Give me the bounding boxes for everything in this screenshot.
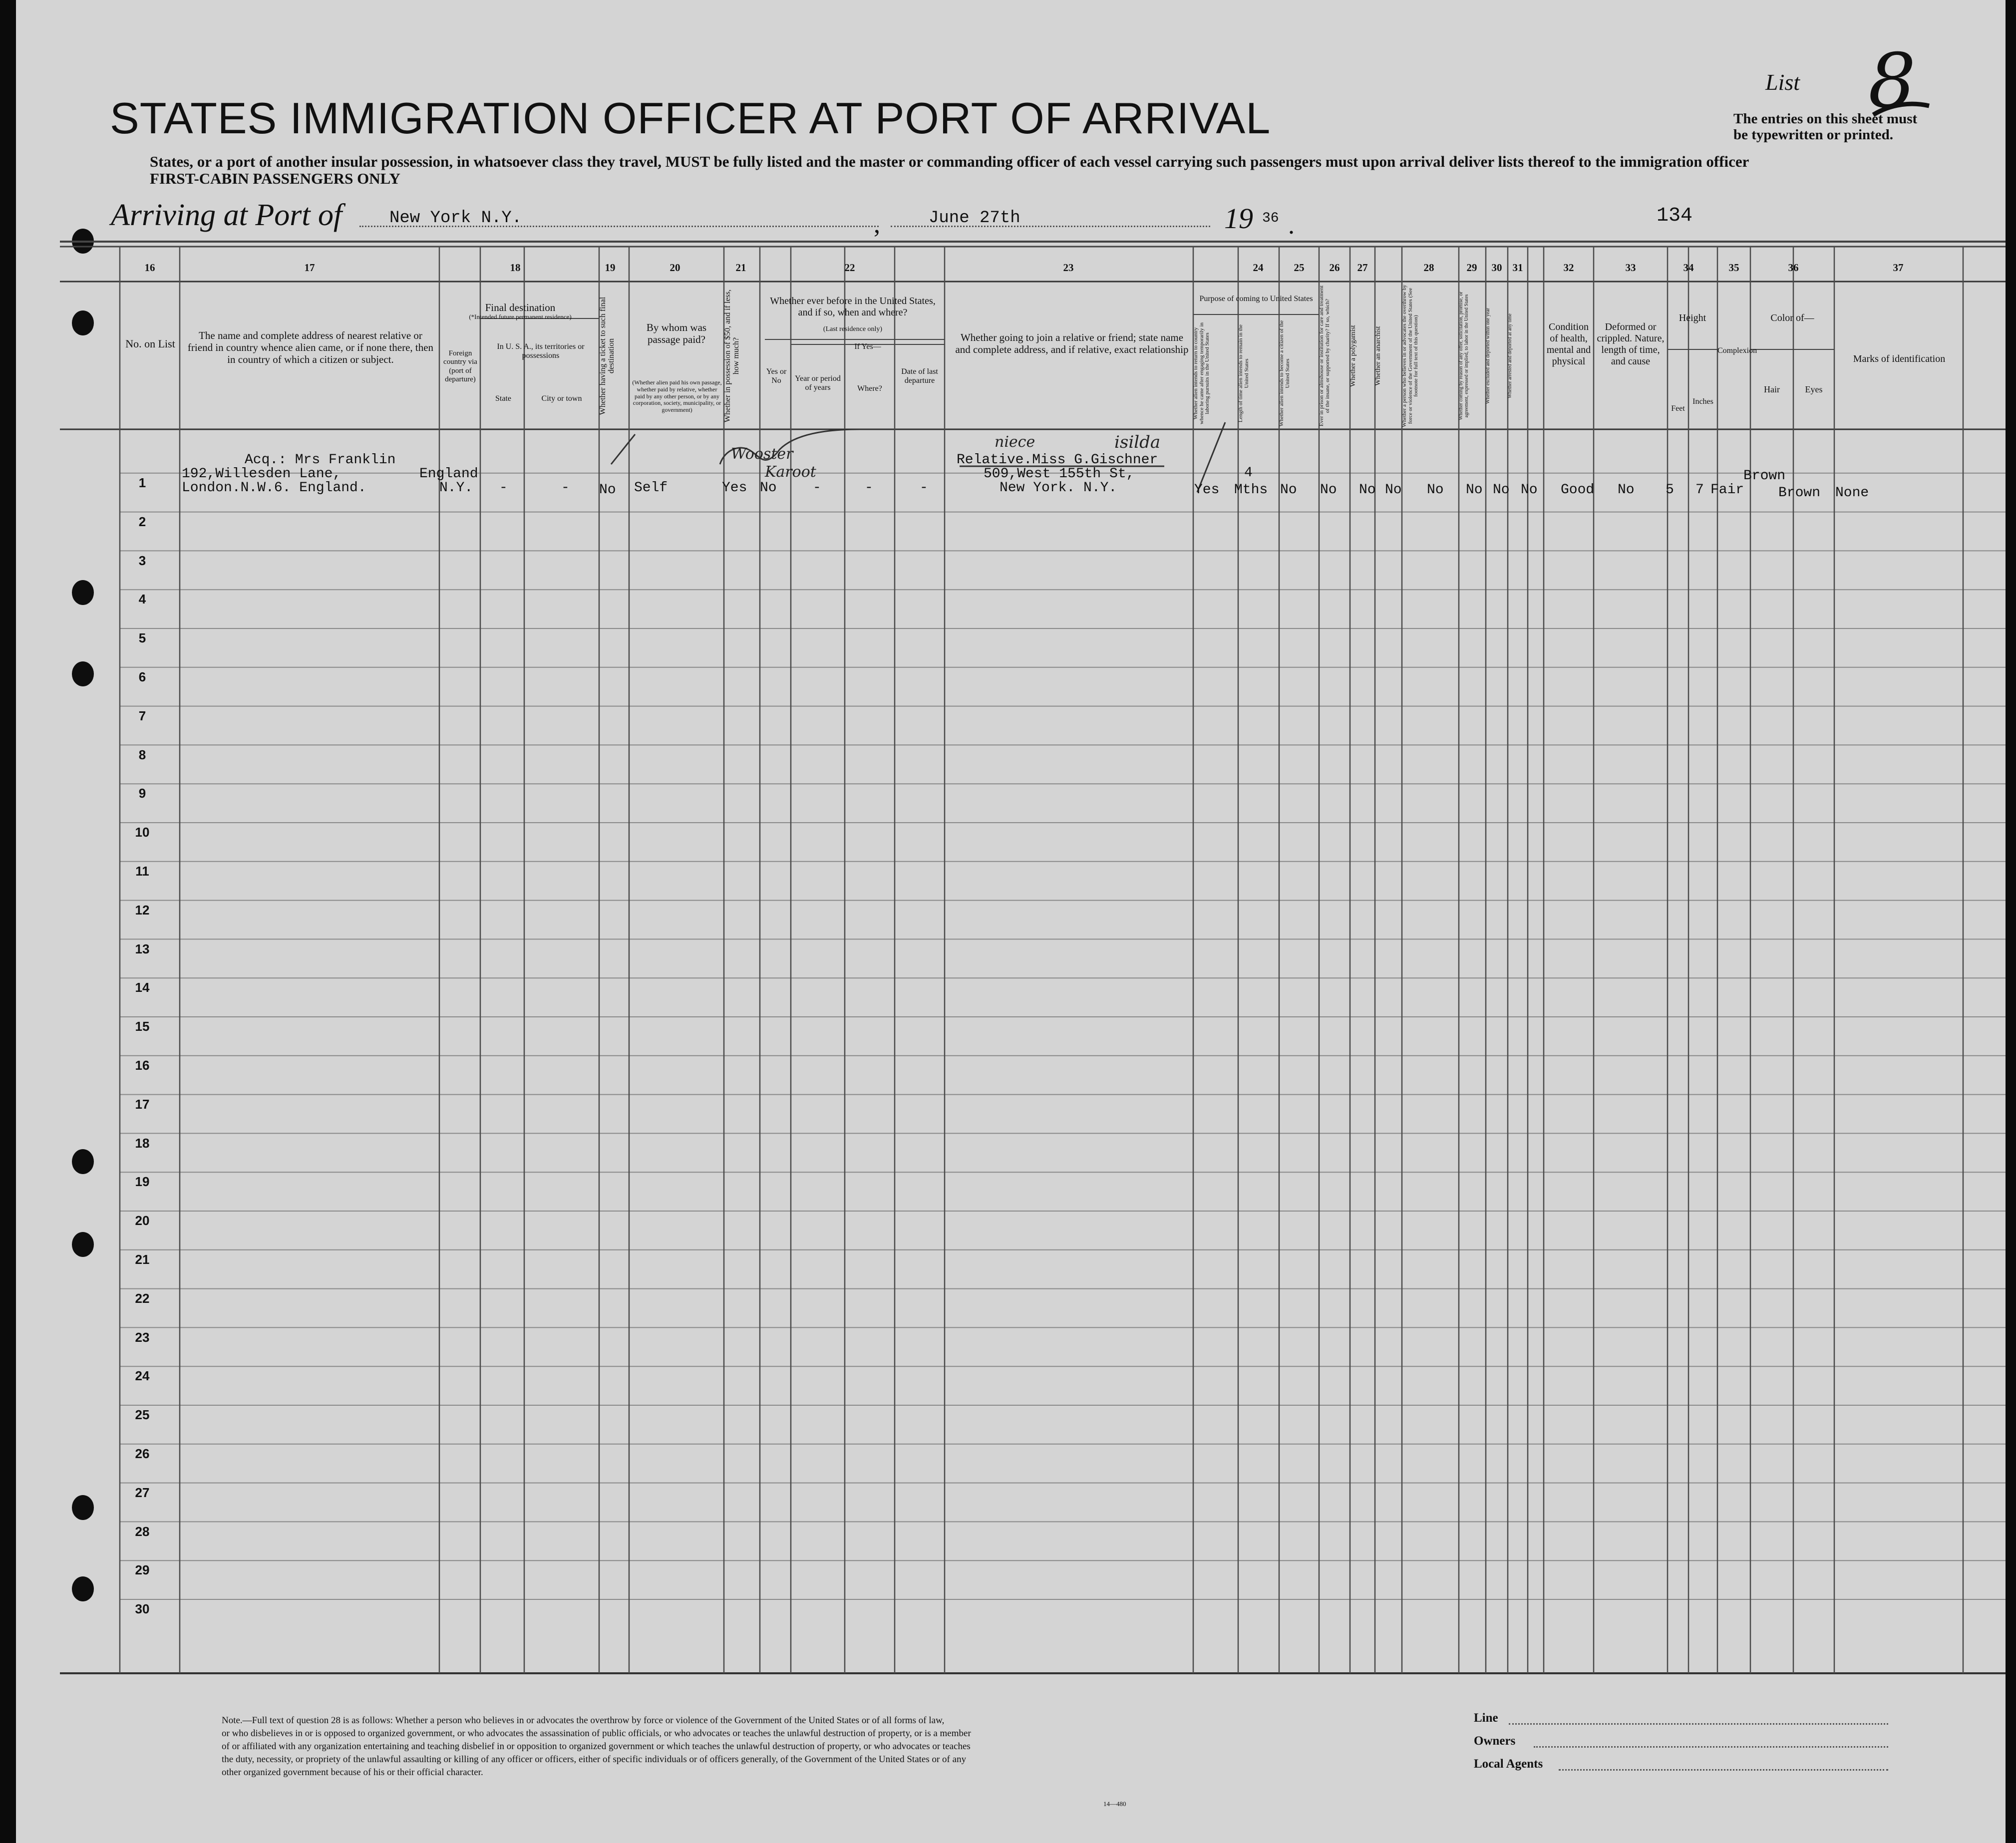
address-line-2: London.N.W.6. England. bbox=[182, 480, 366, 496]
sheet-number: 134 bbox=[1657, 205, 1693, 227]
row-number: 3 bbox=[138, 553, 146, 568]
possession-50: Yes bbox=[722, 480, 747, 496]
intro-line-1: States, or a port of another insular possession, in whatsoever class they travel, MUST be fully listed and the master or commanding officer of each vessel carrying such passengers must upon arrival deliver lists thereof to the immigration officer bbox=[150, 153, 1749, 170]
header-c22-ifyes: If Yes— bbox=[854, 342, 881, 351]
column-number: 32 bbox=[1563, 262, 1574, 274]
passenger-manifest-page bbox=[16, 0, 2006, 1843]
header-c34: Height bbox=[1679, 312, 1706, 323]
height-feet: 5 bbox=[1666, 482, 1674, 498]
date-value: June 27th bbox=[929, 209, 1020, 228]
column-number: 17 bbox=[304, 262, 315, 274]
column-number: 30 bbox=[1491, 262, 1502, 274]
row-number: 26 bbox=[135, 1446, 150, 1461]
prison: No bbox=[1320, 482, 1337, 498]
passage-paid: Self bbox=[634, 480, 668, 496]
typewritten-note-2: be typewritten or printed. bbox=[1733, 127, 1894, 143]
row-number: 10 bbox=[135, 825, 150, 840]
where-val: - bbox=[865, 480, 873, 496]
handwritten-note-2: Karoot bbox=[765, 463, 816, 481]
foreign-country: England bbox=[419, 466, 478, 482]
q31: No bbox=[1521, 482, 1538, 498]
arriving-label: Arriving at Port of bbox=[111, 198, 342, 232]
row-number: 16 bbox=[135, 1058, 150, 1073]
header-c18-city: City or town bbox=[541, 394, 582, 403]
form-number: 14—480 bbox=[1103, 1800, 1126, 1808]
purpose: Yes bbox=[1194, 482, 1220, 498]
header-c36: Color of— bbox=[1770, 312, 1814, 323]
deformed: No bbox=[1618, 482, 1635, 498]
row-number: 14 bbox=[135, 980, 150, 995]
header-c25: Ever in prison or almshouse or institution for care and treatment of the insane, or supported by charity? If so, which? bbox=[1319, 285, 1331, 427]
state: - bbox=[499, 480, 508, 496]
header-c18-foreign: Foreign country via (port of departure) bbox=[443, 349, 477, 383]
column-number: 37 bbox=[1893, 262, 1904, 274]
remain-citizen: No bbox=[1280, 482, 1297, 498]
q30: No bbox=[1493, 482, 1510, 498]
date-departure: - bbox=[920, 480, 928, 496]
column-number: 29 bbox=[1466, 262, 1477, 274]
column-number: 28 bbox=[1423, 262, 1434, 274]
list-number: 8 bbox=[1868, 38, 1916, 125]
row-number: 15 bbox=[135, 1019, 150, 1034]
header-c36-hair: Hair bbox=[1764, 384, 1780, 394]
row-number: 18 bbox=[135, 1135, 150, 1151]
column-number: 33 bbox=[1625, 262, 1636, 274]
local-agents-label: Local Agents bbox=[1474, 1757, 1543, 1771]
year-suffix: 36 bbox=[1262, 211, 1279, 226]
row-number: 20 bbox=[135, 1213, 150, 1229]
hair-color: Brown bbox=[1743, 468, 1786, 484]
header-c18-sub: (*Intended future permanent residence) bbox=[469, 313, 572, 320]
column-number: 19 bbox=[605, 262, 616, 274]
typewritten-note-1: The entries on this sheet must bbox=[1733, 111, 1918, 127]
header-c24-c: Whether alien intends to become a citizen of the United States bbox=[1279, 320, 1291, 427]
handwritten-name: isilda bbox=[1114, 432, 1161, 452]
comma: , bbox=[874, 210, 880, 239]
header-c22-year: Year or period of years bbox=[795, 374, 841, 392]
row-number: 1 bbox=[138, 475, 146, 490]
row-number: 4 bbox=[138, 592, 146, 607]
length-unit: Mths bbox=[1234, 482, 1268, 498]
row-number: 27 bbox=[135, 1485, 150, 1500]
height-inches: 7 bbox=[1695, 482, 1704, 498]
acquaintance: Acq.: Mrs Franklin bbox=[245, 452, 396, 468]
header-c24-b: Length of time alien intends to remain in the United States bbox=[1238, 324, 1250, 423]
header-c23: Whether going to join a relative or friend; state name and complete address, and if relative, exact relationship bbox=[955, 331, 1189, 356]
row-number: 13 bbox=[135, 941, 150, 956]
row-number: 9 bbox=[138, 786, 146, 801]
header-c19: Whether having a ticket to such final destination bbox=[599, 297, 616, 415]
foreign-port: N.Y. bbox=[439, 480, 473, 496]
agents-underline bbox=[1559, 1769, 1888, 1771]
complexion: Fair bbox=[1710, 482, 1744, 498]
year-period-val: - bbox=[813, 480, 821, 496]
relative-line-2: 509,West 155th St, bbox=[984, 466, 1135, 482]
header-c30: Whether excluded and deported within one year bbox=[1485, 307, 1491, 404]
row-number: 12 bbox=[135, 902, 150, 918]
row-number: 24 bbox=[135, 1368, 150, 1384]
header-c34-feet: Feet bbox=[1671, 404, 1685, 413]
note-line-4: the duty, necessity, or propriety of the unlawful assaulting or killing of any officer or officers, either of specific individuals or of officers generally, of the Government of the United States or of any bbox=[222, 1754, 967, 1765]
column-number: 34 bbox=[1683, 262, 1694, 274]
list-label: List bbox=[1765, 69, 1800, 95]
year-prefix: 19 bbox=[1224, 202, 1253, 235]
header-c27: Whether an anarchist bbox=[1374, 326, 1382, 386]
note-line-5: other organized government because of his or their official character. bbox=[222, 1767, 483, 1778]
eye-color: Brown bbox=[1778, 485, 1821, 501]
before-in-us: No bbox=[760, 480, 777, 496]
header-c18-title: Final destination bbox=[485, 302, 556, 313]
header-c18-usa: In U. S. A., its territories or possessions bbox=[497, 342, 585, 360]
row-number: 19 bbox=[135, 1174, 150, 1190]
header-c32: Condition of health, mental and physical bbox=[1546, 321, 1591, 367]
column-number: 20 bbox=[670, 262, 680, 274]
owners-label: Owners bbox=[1474, 1734, 1516, 1748]
handwritten-niece: niece bbox=[995, 433, 1035, 451]
header-c31: Whether arrested and deported at any time bbox=[1507, 313, 1513, 398]
header-c22-title: Whether ever before in the United States, and if so, when and where? bbox=[770, 296, 936, 318]
header-c17: The name and complete address of nearest relative or friend in country whence alien came, or if none there, then in country of which a citizen or subject. bbox=[187, 329, 434, 366]
handwritten-note-1: Wooster bbox=[731, 445, 793, 463]
row-number: 23 bbox=[135, 1329, 150, 1345]
row-number: 2 bbox=[138, 514, 146, 529]
relative-line-1: Relative.Miss G.Gischner bbox=[957, 452, 1158, 468]
address-line-1: 192,Willesden Lane, bbox=[182, 466, 341, 482]
header-c22-yesno: Yes or No bbox=[766, 367, 787, 385]
note-line-2: or who disbelieves in or is opposed to organized government, or who advocates the assassination of public officials, or who advocates or teaches the unlawful destruction of property, or is a member bbox=[222, 1728, 971, 1739]
row-number: 28 bbox=[135, 1524, 150, 1539]
column-number: 31 bbox=[1512, 262, 1523, 274]
header-c28: Whether a person who believes in or advocates the overthrow by force or violence of the Government of the United States (See footnote for full text of this question) bbox=[1401, 285, 1419, 427]
q29: No bbox=[1466, 482, 1483, 498]
column-number: 24 bbox=[1253, 262, 1264, 274]
column-number: 25 bbox=[1294, 262, 1305, 274]
form-title: STATES IMMIGRATION OFFICER AT PORT OF ARRIVAL bbox=[110, 93, 1271, 143]
header-c22-date: Date of last departure bbox=[901, 367, 938, 385]
column-number: 22 bbox=[844, 262, 855, 274]
relative-line-3: New York. N.Y. bbox=[1000, 480, 1117, 496]
column-number: 16 bbox=[144, 262, 155, 274]
column-number: 35 bbox=[1728, 262, 1739, 274]
header-c29: Whether coming by reason of any offer, solicitation, promise, or agreement, expressed or implied, to labor in the United States bbox=[1458, 292, 1469, 420]
row-number: 7 bbox=[138, 708, 146, 723]
note-line-1: Note.—Full text of question 28 is as follows: Whether a person who believes in or advocates the overthrow by force or violence of the Government of the United States or of all forms of law, bbox=[222, 1715, 945, 1726]
polygamist: No bbox=[1359, 482, 1376, 498]
intro-line-2: FIRST-CABIN PASSENGERS ONLY bbox=[150, 170, 400, 187]
form-grid bbox=[16, 0, 2006, 1843]
row-number: 6 bbox=[138, 669, 146, 684]
note-line-3: of or affiliated with any organization entertaining and teaching disbelief in or opposition to organized government or which teaches the unlawful destruction of property, or who advocates or teaches bbox=[222, 1741, 971, 1752]
line-label: Line bbox=[1474, 1711, 1498, 1725]
header-no-on-list: No. on List bbox=[125, 337, 175, 350]
anarchist: No bbox=[1385, 482, 1402, 498]
ticket: No bbox=[599, 482, 616, 498]
header-c33: Deformed or crippled. Nature, length of time, and cause bbox=[1597, 321, 1665, 367]
header-c26: Whether a polygamist bbox=[1349, 325, 1357, 387]
header-c24-a: Whether alien intends to return to country whence he came after engaging temporarily in laboring pursuits in the United States bbox=[1193, 322, 1211, 425]
header-c37: Marks of identification bbox=[1853, 353, 1946, 364]
column-number: 27 bbox=[1357, 262, 1368, 274]
column-number: 18 bbox=[510, 262, 521, 274]
column-number: 36 bbox=[1788, 262, 1799, 274]
header-c21: Whether in possession of $50, and if less, how much? bbox=[723, 289, 740, 423]
column-number: 26 bbox=[1329, 262, 1340, 274]
length-number: 4 bbox=[1244, 465, 1253, 481]
year-period: . bbox=[1288, 211, 1295, 240]
column-number: 23 bbox=[1063, 262, 1074, 274]
row-number: 30 bbox=[135, 1601, 150, 1617]
row-number: 25 bbox=[135, 1407, 150, 1423]
line-underline bbox=[1509, 1723, 1888, 1725]
port-value: New York N.Y. bbox=[389, 209, 522, 228]
header-c18-state: State bbox=[495, 394, 511, 403]
city: - bbox=[561, 480, 570, 496]
row-number: 21 bbox=[135, 1252, 150, 1267]
header-c20-sub: (Whether alien paid his own passage, whether paid by relative, whether paid by any other person, or by any corporation, society, municipality, or government) bbox=[632, 379, 722, 414]
marks: None bbox=[1835, 485, 1869, 501]
row-number: 17 bbox=[135, 1096, 150, 1112]
header-c36-eyes: Eyes bbox=[1805, 384, 1823, 394]
q28: No bbox=[1427, 482, 1444, 498]
owners-underline bbox=[1534, 1746, 1888, 1748]
column-number: 21 bbox=[735, 262, 746, 274]
row-number: 22 bbox=[135, 1290, 150, 1306]
header-c34-inches: Inches bbox=[1692, 397, 1713, 406]
header-c20-title: By whom was passage paid? bbox=[646, 321, 707, 346]
header-c35: Complexion bbox=[1717, 346, 1757, 355]
header-c22-sub: (Last residence only) bbox=[823, 325, 883, 333]
header-c24-title: Purpose of coming to United States bbox=[1199, 295, 1313, 303]
health: Good bbox=[1561, 482, 1595, 498]
row-number: 11 bbox=[135, 864, 149, 879]
row-number: 29 bbox=[135, 1562, 150, 1578]
row-number: 5 bbox=[138, 630, 146, 646]
row-number: 8 bbox=[138, 747, 146, 762]
header-c22-where: Where? bbox=[857, 384, 882, 393]
